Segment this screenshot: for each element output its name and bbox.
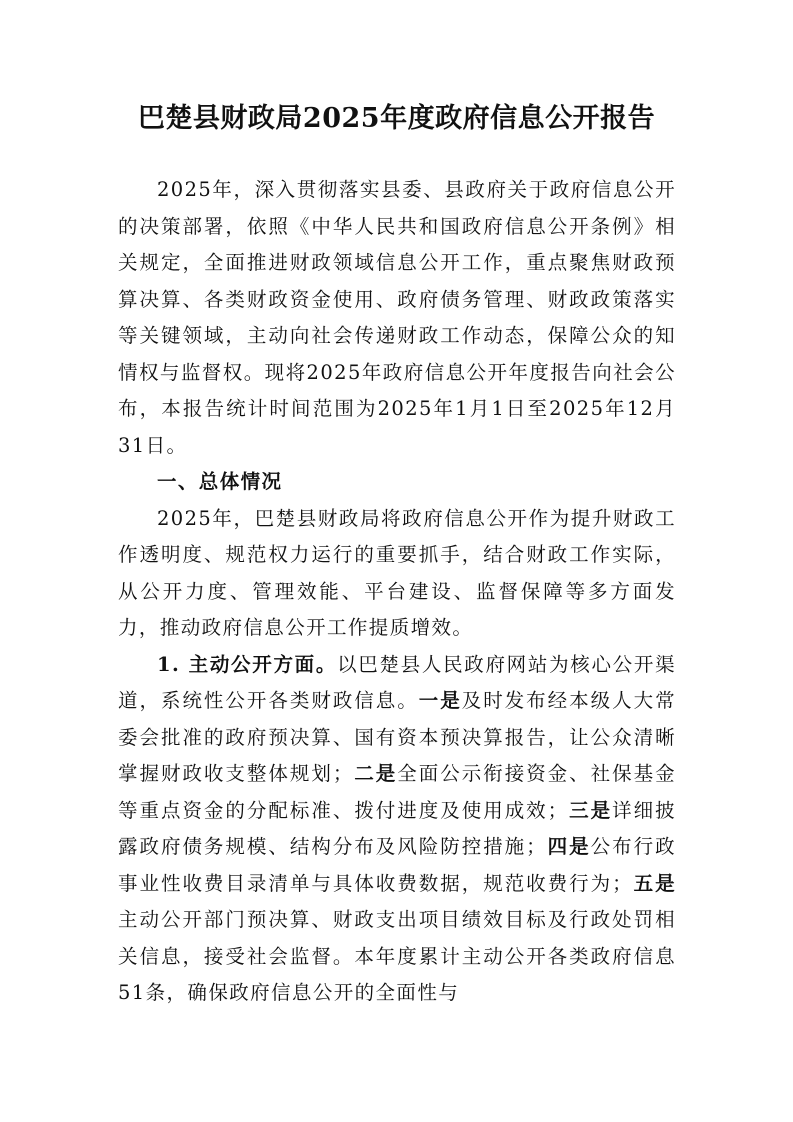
item-marker: 四是 <box>547 835 591 858</box>
document-body <box>118 172 676 1012</box>
active-disclosure-paragraph <box>118 647 676 1012</box>
item-marker: 五是 <box>633 871 676 895</box>
item-text: 公布行政事业性收费目录清单与具体收费数据，规范收费行为； <box>118 835 676 895</box>
item-text: 详细披露政府债务规模、结构分布及风险防控措施； <box>118 798 676 858</box>
item-marker: 一是 <box>418 689 462 712</box>
document-title: 巴楚县财政局2025年度政府信息公开报告 <box>137 103 656 134</box>
item-marker: 二是 <box>353 762 398 785</box>
intro-paragraph: 2025年，深入贯彻落实县委、县政府关于政府信息公开的决策部署，依照《中华人民共和国政府信息公开条例》相关规定，全面推进财政领域信息公开工作，重点聚焦财政预算决算、各类财政资金使用、政府债务管理、财政政策落实等关键领域，主动向社会传递财政工作动态，保障公众的知情权与监督权。现将2025年政府信息公开年度报告向社会公布，本报告统计时间范围为2025年1月1日至2025年12月31日。 <box>118 178 676 457</box>
item-text: 主动公开部门预决算、财政支出项目绩效目标及行政处罚相关信息，接受社会监督。本年度累计主动公开各类政府信息51条，确保政府信息公开的全面性与 <box>118 908 676 1004</box>
section-heading-overview: 一、总体情况 <box>157 470 283 493</box>
overview-paragraph: 2025年，巴楚县财政局将政府信息公开作为提升财政工作透明度、规范权力运行的重要抓手，结合财政工作实际，从公开力度、管理效能、平台建设、监督保障等多方面发力，推动政府信息公开工作提质增效。 <box>118 506 676 639</box>
item-text: 以巴楚县人民政府网站为核心公开渠道，系统性公开各类财政信息。 <box>118 652 676 712</box>
item-marker: 三是 <box>568 798 613 822</box>
item-text: 全面公示衔接资金、社保基金等重点资金的分配标准、拨付进度及使用成效； <box>118 762 676 822</box>
item-text: 及时发布经本级人大常委会批准的政府预决算、国有资本预决算报告，让公众清晰掌握财政收支整体规划； <box>118 689 676 785</box>
item-label: 1. 主动公开方面。 <box>157 652 338 676</box>
